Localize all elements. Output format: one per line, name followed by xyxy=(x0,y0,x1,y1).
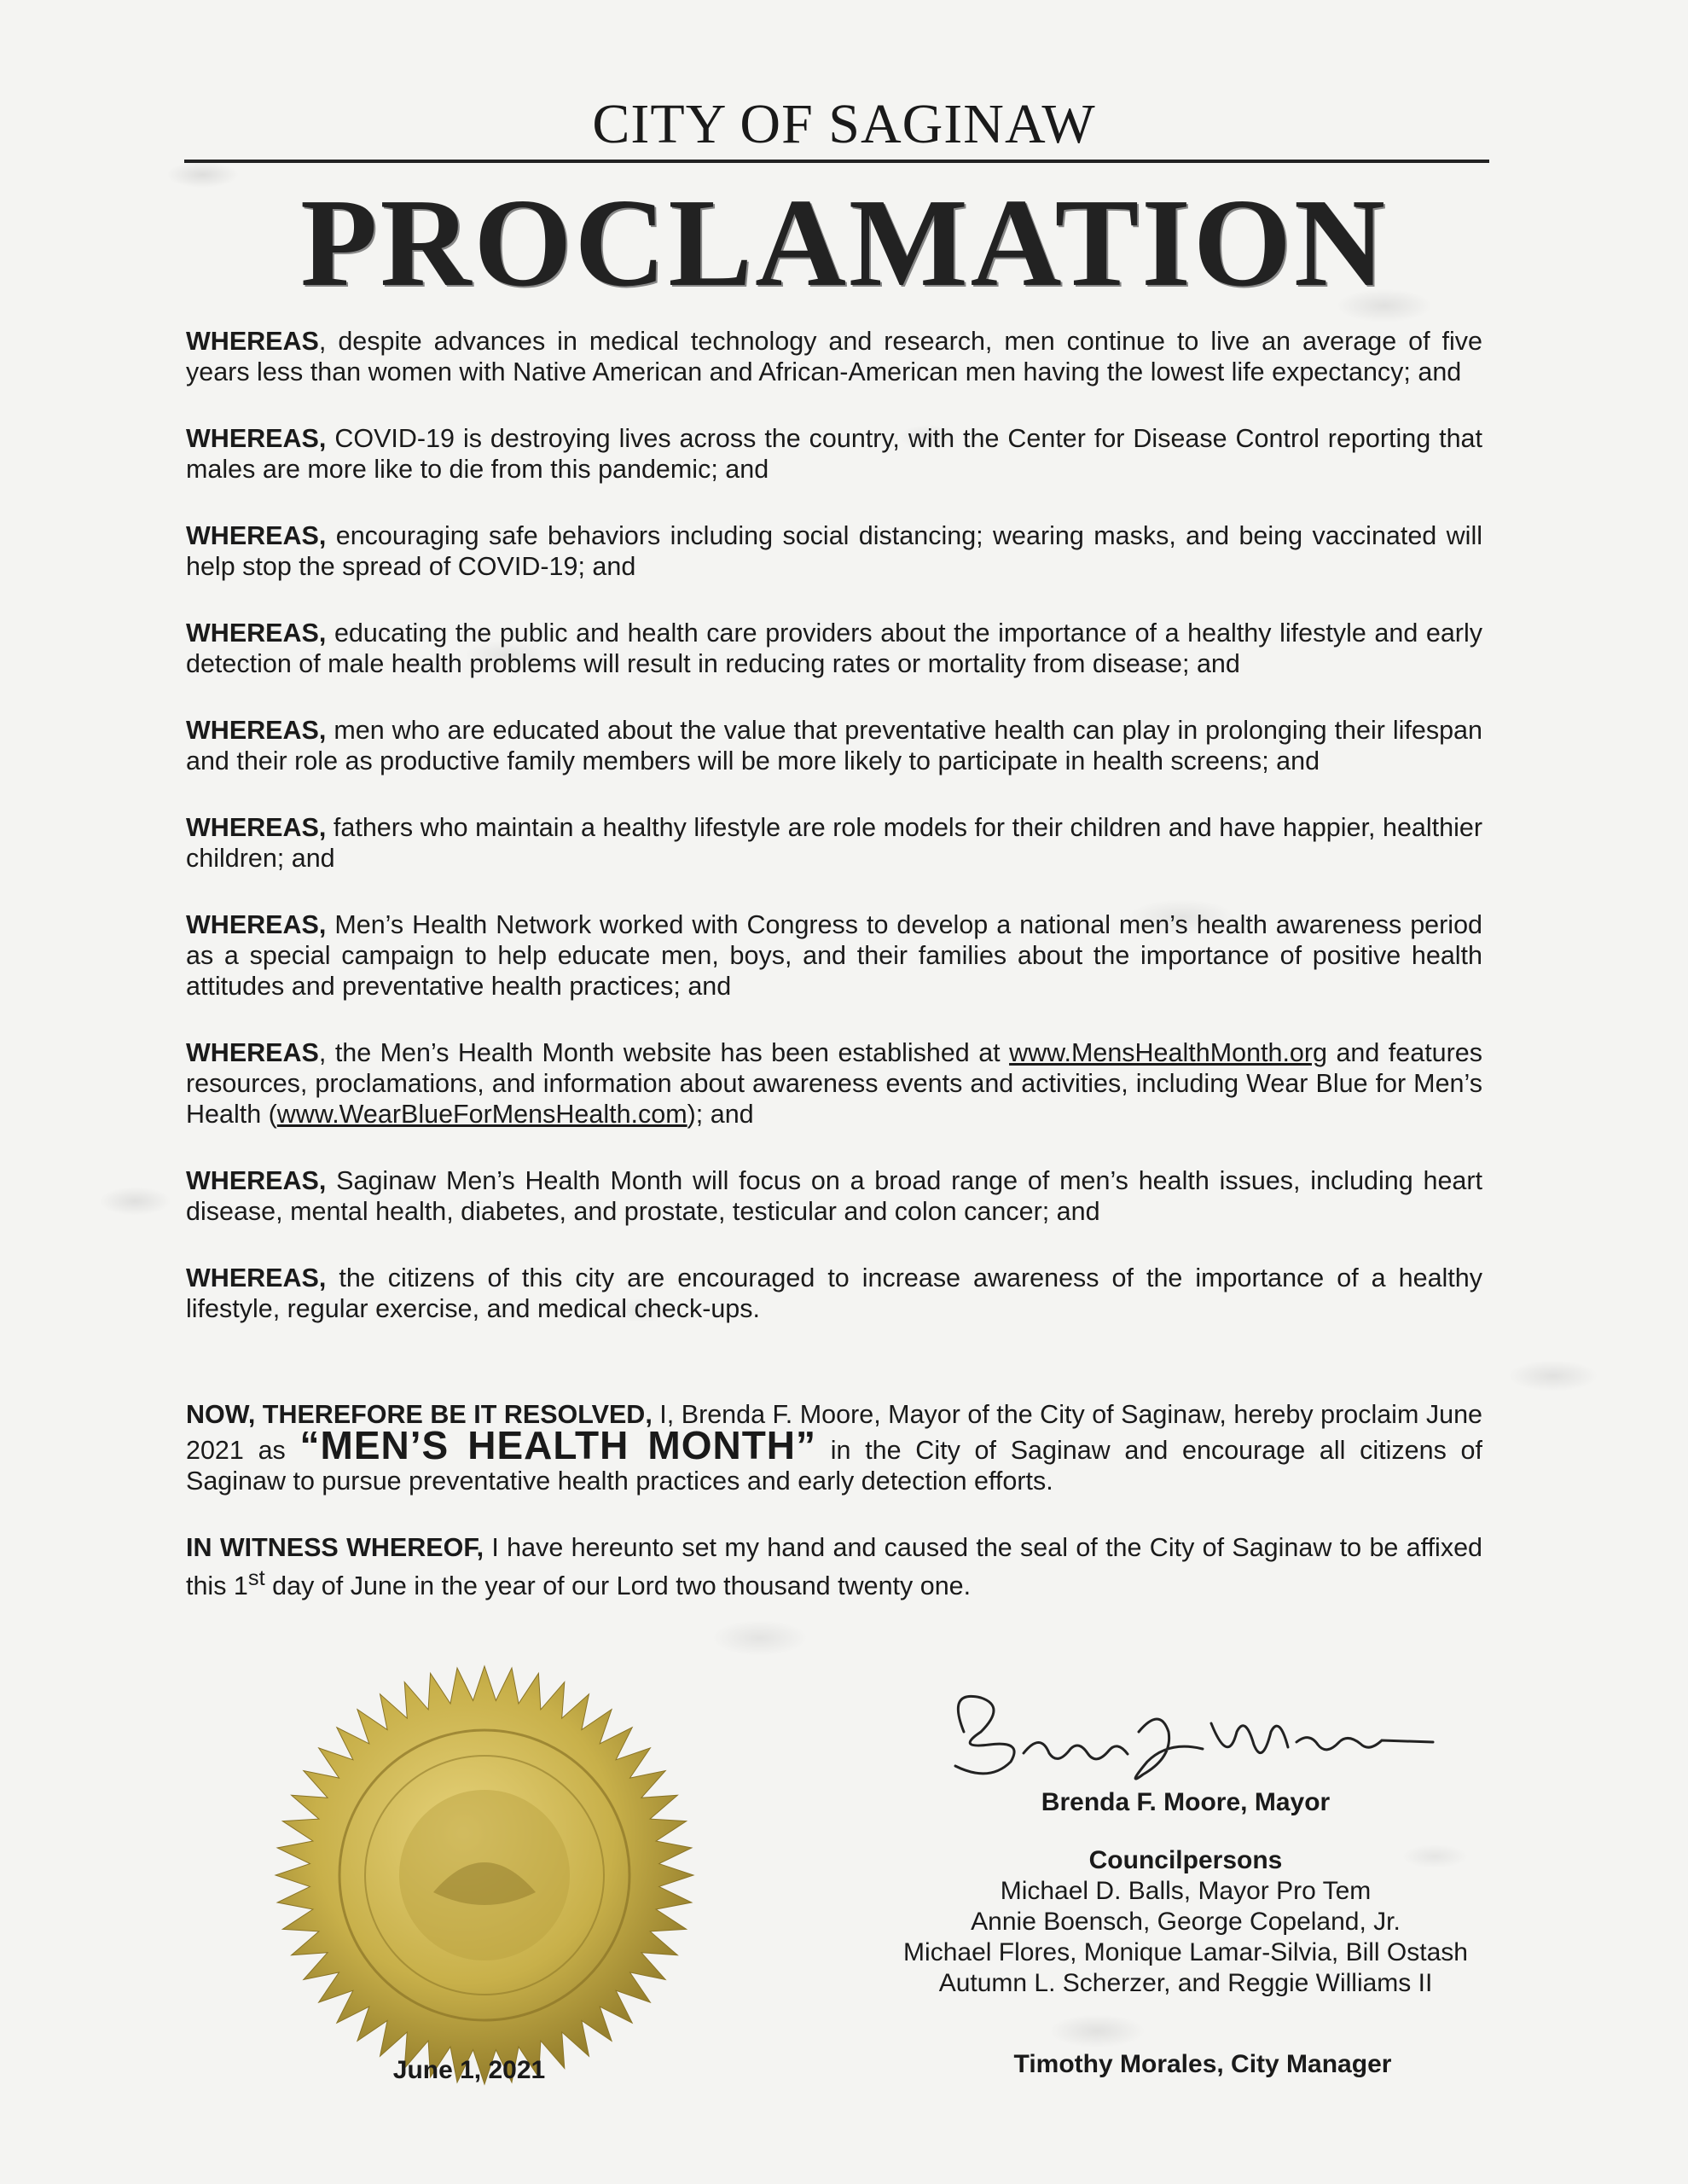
clause-text: ); and xyxy=(687,1100,754,1129)
signature-block xyxy=(810,1787,1561,1999)
witness-keyword: IN WITNESS WHEREOF, xyxy=(186,1533,484,1562)
signature-stroke xyxy=(955,1696,1433,1779)
clause-keyword: WHEREAS, xyxy=(186,424,327,453)
clause-keyword: WHEREAS, xyxy=(186,813,327,842)
city-manager: Timothy Morales, City Manager xyxy=(1013,2050,1392,2078)
resolution-text: I, Brenda F. Moore, Mayor of the City of Saginaw, hereby proclaim June 2021 as xyxy=(186,1400,1482,1465)
clause-keyword: WHEREAS, xyxy=(186,619,327,648)
clause-text: Men’s Health Network worked with Congress to develop a national men’s health awareness period as a special campaign to help educate men, boys, and their families about the importance of positive health attitudes and preventative health practices; and xyxy=(186,910,1482,1001)
clause-text: educating the public and health care providers about the importance of a healthy lifestyle and early detection of male health problems will result in reducing rates or mortality from disease; and xyxy=(186,619,1482,678)
clause-text: , despite advances in medical technology and research, men continue to live an average of five years less than women with Native American and African-American men having the lowest life expectancy; and xyxy=(186,327,1482,386)
witness-text: I have hereunto set my hand and caused the seal of the City of Saginaw to be affixed this 1 xyxy=(186,1533,1482,1601)
clause-text: , the Men’s Health Month website has been established at xyxy=(318,1038,1010,1067)
city-heading: CITY OF SAGINAW xyxy=(592,93,1096,155)
clause-keyword: WHEREAS, xyxy=(186,910,327,939)
proclamation-title: PROCLAMATION xyxy=(300,173,1388,313)
whereas-clause xyxy=(186,423,1482,485)
clause-text: and features resources, proclamations, and information about awareness events and activities, including Wear Blue for Men’s Health ( xyxy=(186,1038,1482,1129)
resolution-text: in the City of Saginaw and encourage all citizens of Saginaw to pursue preventative health practices and early detection efforts. xyxy=(186,1436,1482,1496)
gold-seal-icon xyxy=(271,1662,698,2088)
header-divider xyxy=(184,160,1489,163)
whereas-clause xyxy=(186,715,1482,776)
whereas-clause xyxy=(186,1165,1482,1227)
city-seal xyxy=(271,1662,698,2088)
clause-keyword: WHEREAS, xyxy=(186,521,327,550)
council-member-line: Michael Flores, Monique Lamar-Silvia, Bill Ostash xyxy=(903,1938,1468,1966)
clause-text: men who are educated about the value that preventative health can play in prolonging their lifespan and their role as productive family members will be more likely to participate in health screens; and xyxy=(186,716,1482,775)
council-member-line: Autumn L. Scherzer, and Reggie Williams II xyxy=(938,1969,1433,1997)
mens-health-month-link[interactable]: www.MensHealthMonth.org xyxy=(1009,1038,1328,1067)
mayor-name: Brenda F. Moore, Mayor xyxy=(1041,1788,1331,1816)
clause-keyword: WHEREAS, xyxy=(186,1263,327,1292)
clause-text: COVID-19 is destroying lives across the country, with the Center for Disease Control reporting that males are more like to die from this pandemic; and xyxy=(186,424,1482,484)
council-heading: Councilpersons xyxy=(1088,1846,1283,1874)
clause-keyword: WHEREAS, xyxy=(186,716,327,745)
ordinal-suffix: st xyxy=(247,1566,265,1590)
whereas-website-clause xyxy=(186,1037,1482,1130)
resolution-keyword: NOW, THEREFORE BE IT RESOLVED, xyxy=(186,1400,653,1429)
clause-keyword: WHEREAS xyxy=(186,327,319,356)
mayor-signature xyxy=(930,1681,1441,1800)
council-member-line: Annie Boensch, George Copeland, Jr. xyxy=(971,1908,1401,1936)
proclamation-body xyxy=(186,326,1482,1637)
clause-text: fathers who maintain a healthy lifestyle are role models for their children and have happier, healthier children; and xyxy=(186,813,1482,873)
clause-keyword: WHEREAS, xyxy=(186,1166,327,1195)
clause-text: the citizens of this city are encouraged to increase awareness of the importance of a healthy lifestyle, regular exercise, and medical check-ups. xyxy=(186,1263,1482,1323)
resolution-clause xyxy=(186,1399,1482,1496)
wear-blue-link[interactable]: www.WearBlueForMensHealth.com xyxy=(276,1100,687,1129)
seal-date: June 1, 2021 xyxy=(392,2056,546,2084)
clause-text: encouraging safe behaviors including social distancing; wearing masks, and being vaccinated will help stop the spread of COVID-19; and xyxy=(186,521,1482,581)
witness-text: day of June in the year of our Lord two thousand twenty one. xyxy=(264,1571,972,1601)
whereas-clause xyxy=(186,812,1482,874)
whereas-clause xyxy=(186,1263,1482,1324)
witness-clause xyxy=(186,1532,1482,1601)
clause-keyword: WHEREAS xyxy=(186,1038,319,1067)
clause-text: Saginaw Men’s Health Month will focus on a broad range of men’s health issues, including heart disease, mental health, diabetes, and prostate, testicular and colon cancer; and xyxy=(186,1166,1482,1226)
whereas-clause xyxy=(186,326,1482,387)
council-member-line: Michael D. Balls, Mayor Pro Tem xyxy=(1000,1877,1372,1905)
whereas-clause xyxy=(186,618,1482,679)
whereas-clause xyxy=(186,909,1482,1002)
whereas-clause xyxy=(186,520,1482,582)
mens-health-month-emphasis: “MEN’S HEALTH MONTH” xyxy=(299,1423,817,1467)
